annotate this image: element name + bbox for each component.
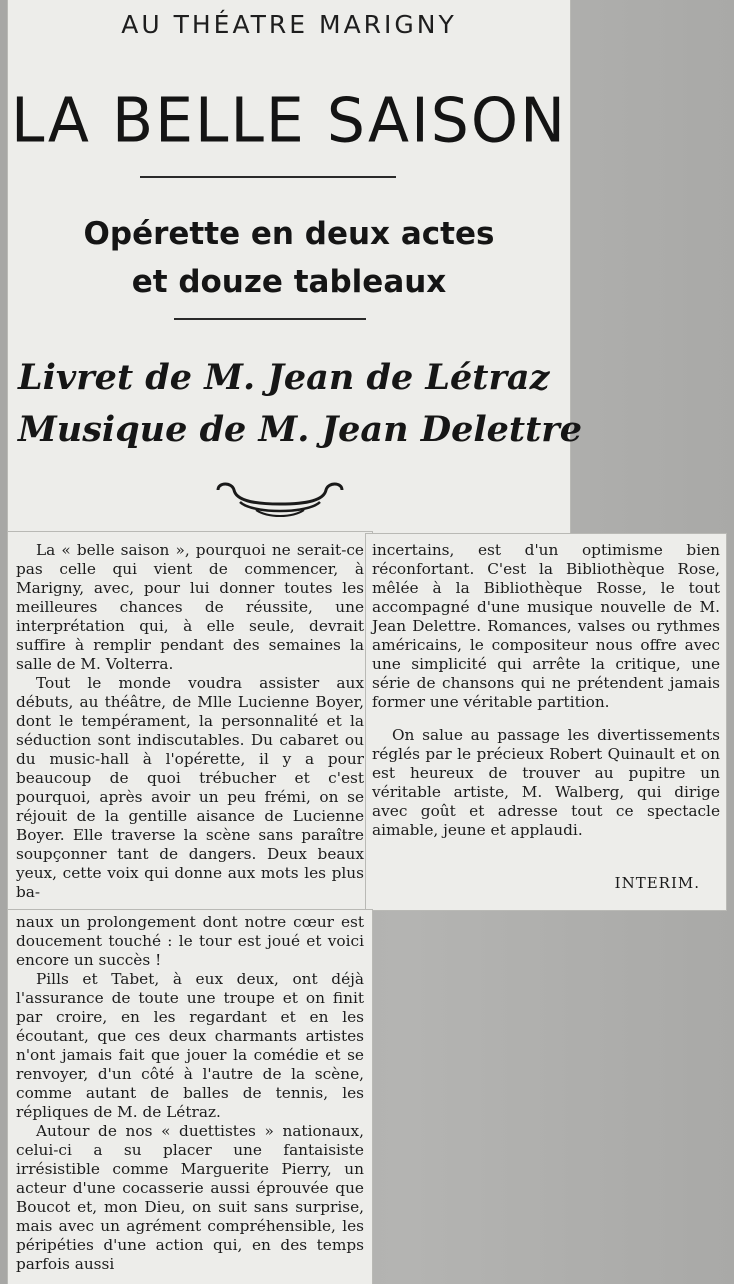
libretto-credit: Livret de M. Jean de Létraz [18,357,550,398]
paragraph: naux un prolongement dont notre cœur est doucement touché : le tour est joué et voici encore un succès ! [16,913,364,969]
subtitle-line-2: et douze tableaux [131,264,447,300]
paragraph: Autour de nos « duettistes » nationaux, celui-ci a su placer une fantaisiste irrésistible comme Marguerite Pierry, un acteur d'une cocasserie aussi éprouvée que Boucot et, mon Dieu, on suit sans surprise, mais avec un agrément compréhensible, les péripéties d'une action qui, en des temps parfois aussi [16,1122,364,1273]
article-left-column [16,541,364,911]
credits [18,352,582,456]
article-bottom-column [16,913,364,1274]
music-credit: Musique de M. Jean Delettre [18,409,582,450]
paragraph: Pills et Tabet, à eux deux, ont déjà l'assurance de toute une troupe et on finit par croire, en les regardant et en les écoutant, que ces deux charmants artistes n'ont jamais fait que jouer la comédie et se renvoyer, d'un côté à l'autre de la scène, comme autant de balles de tennis, les répliques de M. de Létraz. [16,970,364,1121]
paragraph: On salue au passage les divertissements réglés par le précieux Robert Quinault et on est heureux de trouver au pupitre un véritable artiste, M. Walberg, qui dirige avec goût et adresse tout ce spectacle aimable, jeune et applaudi. [372,726,720,839]
author-signature: INTERIM. [614,874,700,892]
theatre-kicker: AU THÉATRE MARIGNY [121,10,457,39]
paragraph: incertains, est d'un optimisme bien réconfortant. C'est la Bibliothèque Rose, mêlée à la Bibliothèque Rosse, le tout accompagné d'une musique nouvelle de M. Jean Delettre. Romances, valses ou rythmes américains, le compositeur nous offre avec une simplicité qui arrête la critique, une série de chansons qui ne prétendent jamais former une véritable partition. [372,541,720,711]
subtitle-line-1: Opérette en deux actes [83,216,495,252]
ornament-icon [212,480,348,524]
article-subtitle [8,210,570,306]
article-title: LA BELLE SAISON [11,85,567,157]
title-divider [140,176,396,178]
article-right-column [372,541,720,840]
subtitle-divider [174,318,366,320]
paragraph: Tout le monde voudra assister aux débuts, au théâtre, de Mlle Lucienne Boyer, dont le tempérament, la personnalité et la séduction sont indiscutables. Du cabaret ou du music-hall à l'opérette, il y a pour beaucoup de quoi trébucher et c'est pourquoi, après avoir un peu frémi, on se réjouit de la gentille aisance de Lucienne Boyer. Elle traverse la scène sans paraître soupçonner tant de dangers. Deux beaux yeux, cette voix qui donne aux mots les plus ba- [16,674,364,901]
paragraph: La « belle saison », pourquoi ne serait-ce pas celle qui vient de commencer, à Marigny, avec, pour lui donner toutes les meilleures chances de réussite, une interprétation qui, à elle seule, devrait suffire à remplir pendant des semaines la salle de M. Volterra. [16,541,364,673]
